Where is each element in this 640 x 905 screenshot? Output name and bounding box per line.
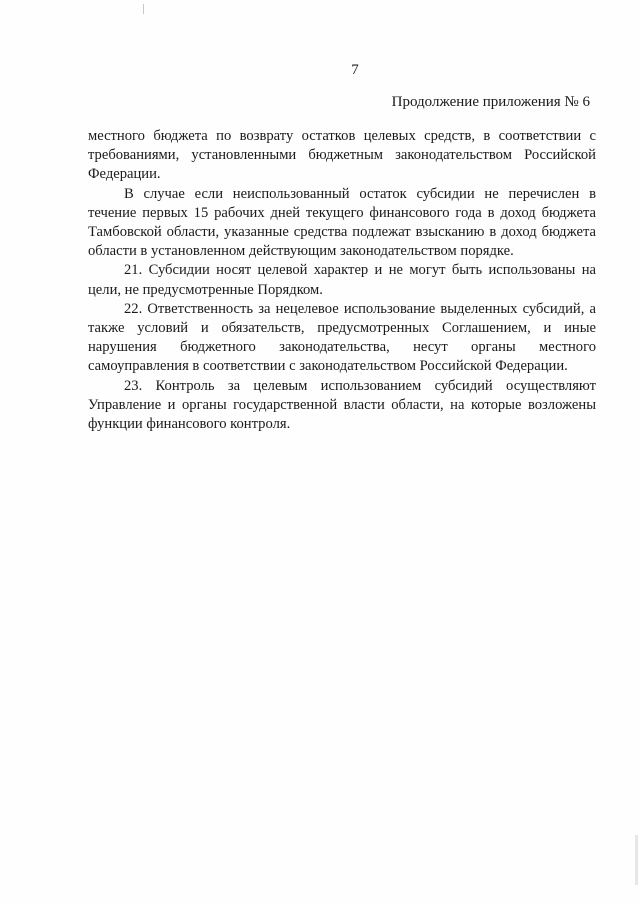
scan-edge-artifact <box>635 835 638 885</box>
paragraph-item-21: 21. Субсидии носят целевой характер и не могут быть использованы на цели, не предусмотренные Порядком. <box>88 262 596 298</box>
scan-artifact <box>143 4 144 14</box>
document-body <box>88 127 596 434</box>
paragraph-unused-balance: В случае если неиспользованный остаток субсидии не перечислен в течение первых 15 рабочих дней текущего финансового года в доход бюджета Тамбовской области, указанные средства подлежат взысканию в доход бюджета области в установленном действующим законодательством порядке. <box>88 185 596 260</box>
paragraph-item-23: 23. Контроль за целевым использованием субсидий осуществляют Управление и органы государственной власти области, на которые возложены функции финансового контроля. <box>88 377 596 433</box>
page-number: 7 <box>351 62 359 78</box>
paragraph-item-22: 22. Ответственность за нецелевое использование выделенных субсидий, а также условий и обязательств, предусмотренных Соглашением, и иные нарушения бюджетного законодательства, несут органы местного самоуправления в соответствии с законодательством Российской Федерации. <box>88 300 596 375</box>
paragraph-continuation: местного бюджета по возврату остатков целевых средств, в соответствии с требованиями, установленными бюджетным законодательством Российской Федерации. <box>88 128 596 183</box>
appendix-continuation-label: Продолжение приложения № 6 <box>391 94 590 110</box>
